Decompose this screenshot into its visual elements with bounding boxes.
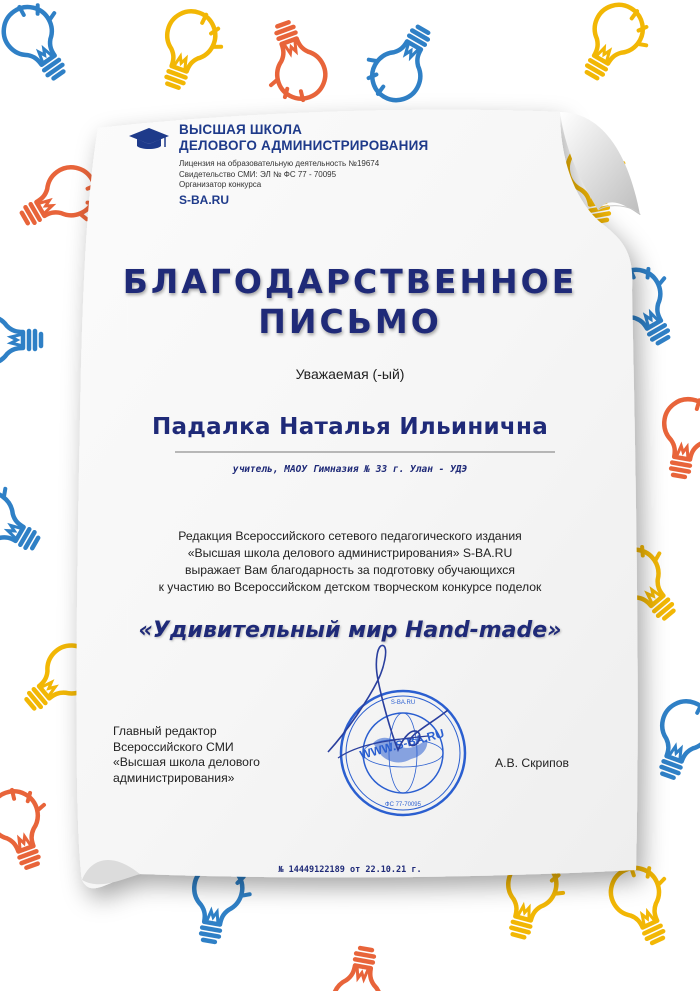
contest-name: «Удивительный мир Hand-made» xyxy=(138,618,562,643)
body-line: к участию во Всероссийском детском творческом конкурсе поделок xyxy=(158,580,542,594)
svg-text:S-BA.RU: S-BA.RU xyxy=(390,700,416,706)
recipient-name: Падалка Наталья Ильинична xyxy=(151,414,549,440)
salutation: Уважаемая (-ый) xyxy=(295,366,405,382)
letter-title xyxy=(100,262,600,342)
svg-text:WWW.S-BA.RU: WWW.S-BA.RU xyxy=(358,726,446,763)
editor-name: А.В. Скрипов xyxy=(495,756,569,770)
graduation-cap-icon xyxy=(128,126,170,152)
site-link[interactable]: S-BA.RU xyxy=(179,193,229,207)
license-text: Лицензия на образовательную деятельность №19674 xyxy=(179,159,380,168)
letter-title-line2: ПИСЬМО xyxy=(258,302,442,341)
certificate-text: Свидетельство СМИ: ЭЛ № ФС 77 - 70095 xyxy=(179,169,337,179)
organization-details xyxy=(179,159,479,191)
body-line: Редакция Всероссийского сетевого педагогического издания xyxy=(178,529,522,543)
letter-title-line1: БЛАГОДАРСТВЕННОЕ xyxy=(122,262,578,301)
editor-line: «Высшая школа делового xyxy=(113,755,260,769)
recipient-position: учитель, МАОУ Гимназия № 33 г. Улан - УДЭ xyxy=(232,464,468,475)
organization-name-line2: ДЕЛОВОГО АДМИНИСТРИРОВАНИЯ xyxy=(179,138,429,153)
editor-line: администрирования» xyxy=(113,770,235,785)
organization-name xyxy=(179,122,469,154)
body-line: «Высшая школа делового администрирования» S-BA.RU xyxy=(187,546,513,560)
document-number: № 14449122189 от 22.10.21 г. xyxy=(278,865,422,875)
editor-title xyxy=(113,724,313,786)
organization-name-line1: ВЫСШАЯ ШКОЛА xyxy=(179,122,303,137)
letter-body xyxy=(100,528,600,596)
editor-line: Всероссийского СМИ xyxy=(113,739,234,754)
editor-line: Главный редактор xyxy=(113,724,217,738)
organizer-label: Организатор конкурса xyxy=(179,180,262,189)
body-line: выражает Вам благодарность за подготовку обучающихся xyxy=(185,563,515,577)
signature xyxy=(318,640,458,770)
svg-text:ФС 77-70095: ФС 77-70095 xyxy=(385,802,421,808)
